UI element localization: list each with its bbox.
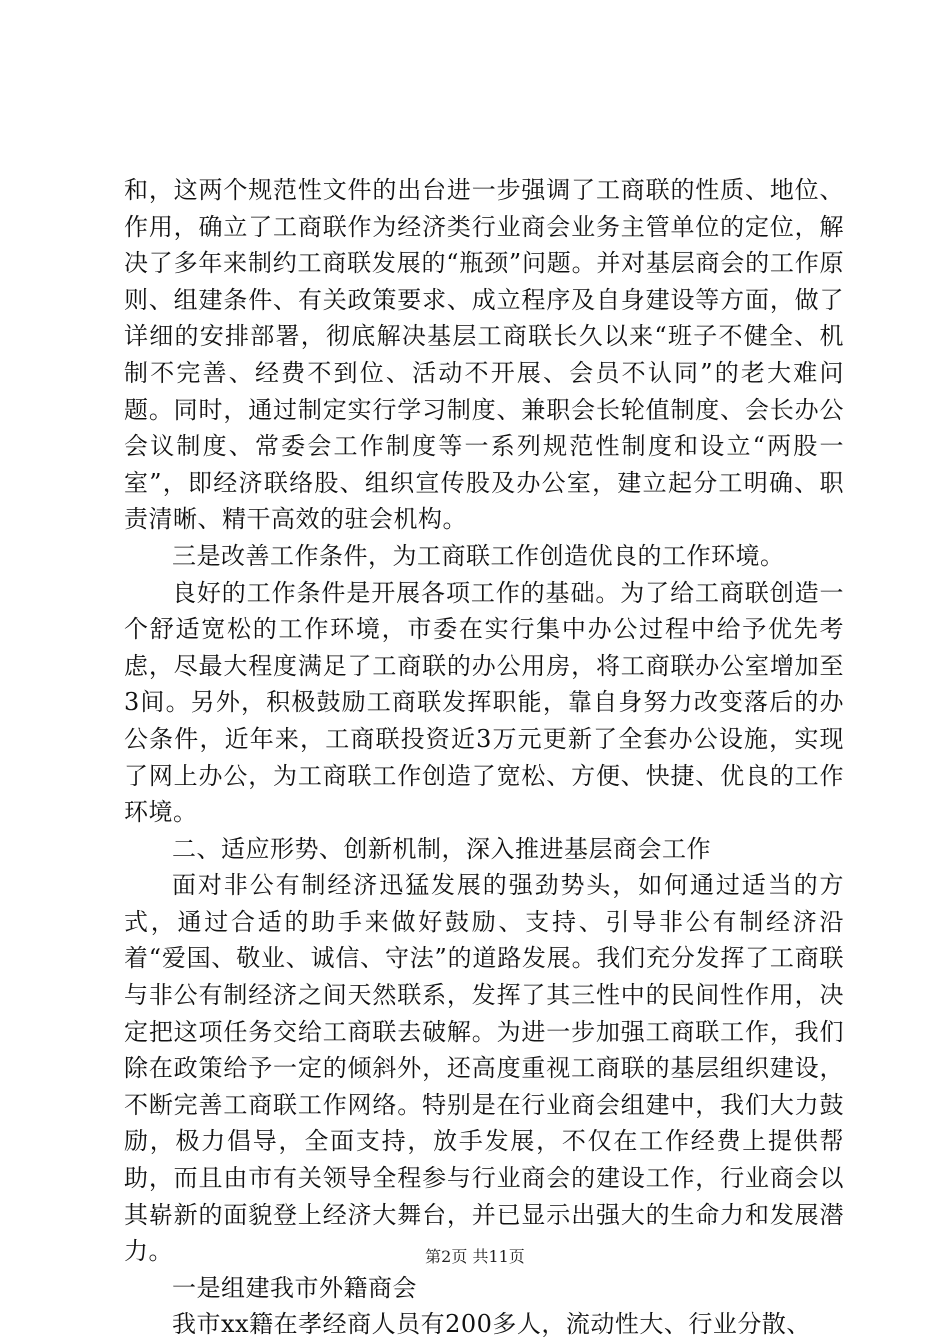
document-body — [124, 172, 844, 1343]
paragraph-7: 我市xx籍在孝经商人员有200多人，流动性大、行业分散、 — [172, 1310, 811, 1339]
paragraph-3: 良好的工作条件是开展各项工作的基础。为了给工商联创造一个舒适宽松的工作环境，市委在实行集中办公过程中给予优先考虑，尽最大程度满足了工商联的办公用房，将工商联办公室增加至3间。另外，积极鼓励工商联发挥职能，靠自身努力改变落后的办公条件，近年来，工商联投资近3万元更新了全套办公设施，实现了网上办公，为工商联工作创造了宽松、方便、快捷、优良的工作环境。 — [124, 578, 844, 827]
paragraph-1: 和，这两个规范性文件的出台进一步强调了工商联的性质、地位、作用，确立了工商联作为经济类行业商会业务主管单位的定位，解决了多年来制约工商联发展的“瓶颈”问题。并对基层商会的工作原则、组建条件、有关政策要求、成立程序及自身建设等方面，做了详细的安排部署，彻底解决基层工商联长久以来“班子不健全、机制不完善、经费不到位、活动不开展、会员不认同”的老大难问题。同时，通过制定实行学习制度、兼职会长轮值制度、会长办公会议制度、常委会工作制度等一系列规范性制度和设立“两股一室”，即经济联络股、组织宣传股及办公室，建立起分工明确、职责清晰、精干高效的驻会机构。 — [124, 176, 844, 534]
paragraph-2: 三是改善工作条件，为工商联工作创造优良的工作环境。 — [172, 541, 785, 570]
subheading: 一是组建我市外籍商会 — [172, 1273, 417, 1302]
paragraph-5: 面对非公有制经济迅猛发展的强劲势头，如何通过适当的方式，通过合适的助手来做好鼓励、支持、引导非公有制经济沿着“爱国、敬业、诚信、守法”的道路发展。我们充分发挥了工商联与非公有制经济之间天然联系，发挥了其三性中的民间性作用，决定把这项任务交给工商联去破解。为进一步加强工商联工作，我们除在政策给予一定的倾斜外，还高度重视工商联的基层组织建设，不断完善工商联工作网络。特别是在行业商会组建中，我们大力鼓励，极力倡导，全面支持，放手发展，不仅在工作经费上提供帮助，而且由市有关领导全程参与行业商会的建设工作，行业商会以其崭新的面貌登上经济大舞台，并已显示出强大的生命力和发展潜力。 — [124, 871, 844, 1266]
page-number-footer: 第2页 共11页 — [425, 1247, 525, 1266]
section-heading: 二、适应形势、创新机制，深入推进基层商会工作 — [172, 834, 711, 863]
